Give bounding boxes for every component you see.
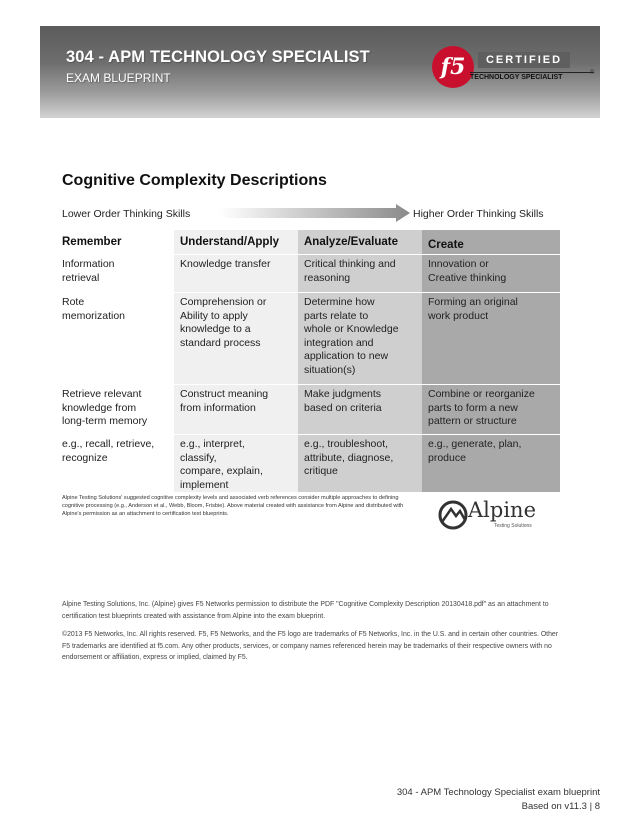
table-cell: Critical thinking and reasoning [298, 254, 422, 292]
copyright-paragraph: ©2013 F5 Networks, Inc. All rights reserved. F5, F5 Networks, and the F5 logo are trademarks of F5 Networks, Inc. in the U.S. and in certain other countries. Other F5 trademarks are identified at f5.com. Any other products, services, or company names referenced herein may be trademarks of their respective owners with no endorsement or affiliation, express or implied, claimed by F5. [62, 631, 559, 661]
scale-label-lower: Lower Order Thinking Skills [62, 208, 191, 220]
certified-badge: CERTIFIED [478, 52, 570, 68]
table-cell: Knowledge transfer [174, 254, 298, 292]
alpine-logo [438, 498, 558, 534]
table-cell: Construct meaning from information [174, 384, 298, 434]
permission-paragraph: Alpine Testing Solutions, Inc. (Alpine) gives F5 Networks permission to distribute the PDF "Cognitive Complexity Description 20130418.pdf" as an attachment to certification test blueprints created with assistance from Alpine into the exam blueprint. [62, 601, 549, 620]
table-cell: Determine how parts relate to whole or Knowledge integration and application to new situation(s) [298, 292, 422, 384]
complexity-arrow-icon [220, 204, 410, 222]
exam-subtitle: EXAM BLUEPRINT [66, 71, 171, 85]
table-cell: Retrieve relevant knowledge from long-term memory [56, 384, 174, 434]
alpine-mountain-icon [438, 500, 468, 530]
alpine-credit-note: Alpine Testing Solutions' suggested cognitive complexity levels and associated verb references consider multiple approaches to defining cognitive processing (e.g., Anderson et al., Webb, Bloom, Frisbie). Above material created with assistance from Alpine and distributed with Alpine's permission as an attachment to certification test blueprints. [62, 495, 404, 517]
table-cell: Forming an original work product [422, 292, 560, 384]
alpine-tagline: Testing Solutions [494, 523, 532, 529]
table-cell: e.g., interpret, classify, compare, explain, implement [174, 434, 298, 492]
section-title: Cognitive Complexity Descriptions [62, 172, 327, 189]
table-cell: Combine or reorganize parts to form a new pattern or structure [422, 384, 560, 434]
table-cell: e.g., troubleshoot, attribute, diagnose, critique [298, 434, 422, 492]
registered-mark: ® [590, 70, 595, 76]
footer-doc-title: 304 - APM Technology Specialist exam blueprint [396, 787, 600, 798]
header-understand-apply: Understand/Apply [174, 230, 298, 254]
table-cell: Rote memorization [56, 292, 174, 384]
header-analyze-evaluate: Analyze/Evaluate [298, 230, 422, 254]
scale-label-higher: Higher Order Thinking Skills [413, 208, 544, 220]
header-remember: Remember [56, 230, 174, 254]
header-create: Create [422, 230, 560, 254]
table-cell: Information retrieval [56, 254, 174, 292]
table-cell: Innovation or Creative thinking [422, 254, 560, 292]
page-footer [397, 786, 600, 814]
f5-logo-icon: f5 [432, 46, 474, 88]
cert-subtitle: TECHNOLOGY SPECIALIST [470, 72, 594, 81]
footer-version-page: Based on v11.3 | 8 [521, 801, 600, 812]
header-banner [40, 26, 600, 118]
table-cell: e.g., generate, plan, produce [422, 434, 560, 492]
f5-certified-logo [432, 46, 594, 96]
exam-title: 304 - APM TECHNOLOGY SPECIALIST [66, 48, 370, 66]
table-cell: Make judgments based on criteria [298, 384, 422, 434]
alpine-wordmark: Alpine [468, 498, 536, 522]
table-cell: Comprehension or Ability to apply knowledge to a standard process [174, 292, 298, 384]
table-cell: e.g., recall, retrieve, recognize [56, 434, 174, 492]
